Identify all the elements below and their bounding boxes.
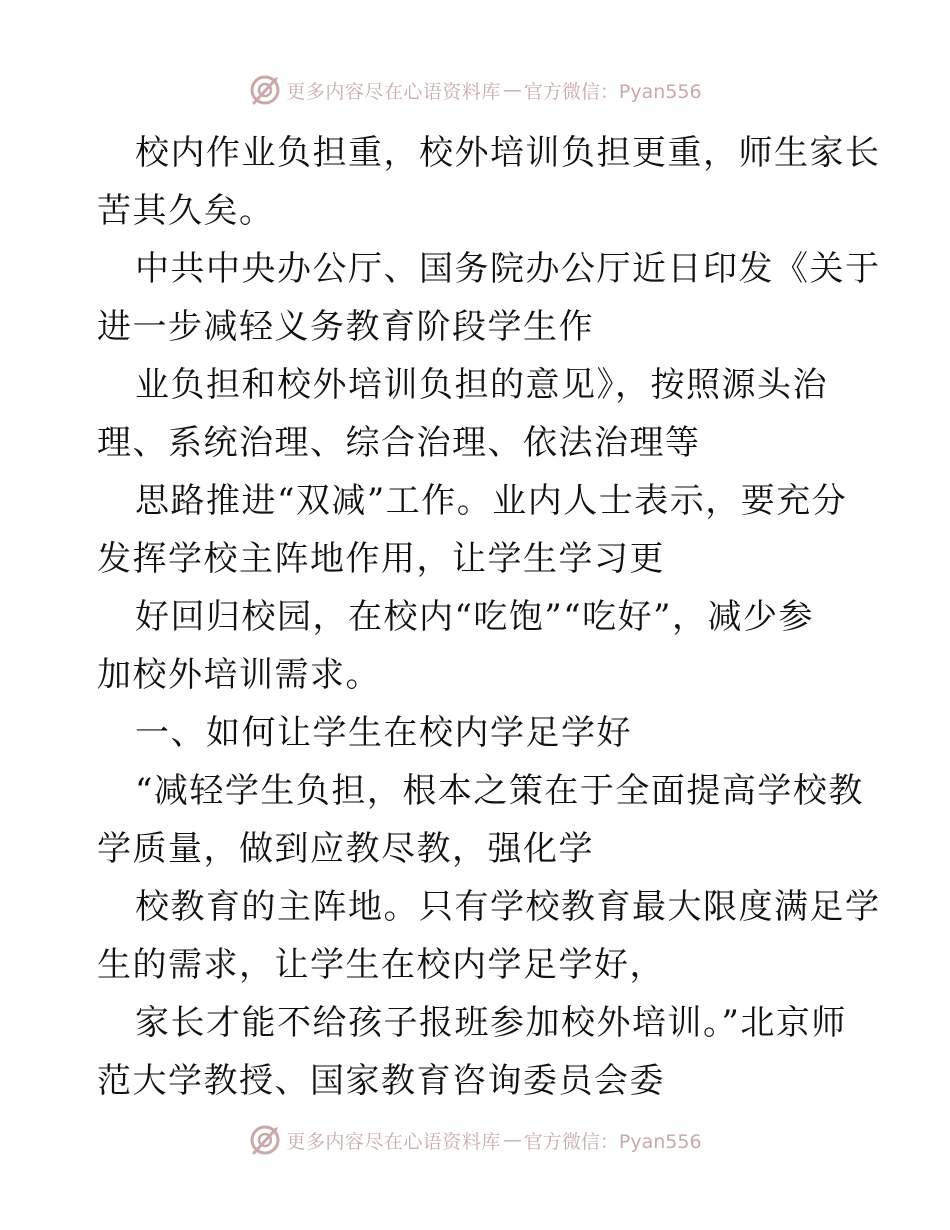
header-slogan: 更多内容尽在心语资料库 bbox=[286, 80, 501, 103]
footer-dash: — bbox=[502, 1129, 522, 1151]
footer-banner bbox=[0, 1118, 950, 1162]
document-body bbox=[97, 124, 881, 1110]
text-line: 加校外培训需求。 bbox=[97, 655, 381, 695]
text-line: 苦其久矣。 bbox=[97, 191, 275, 231]
footer-wechat: 官方微信：Pyan556 bbox=[523, 1130, 702, 1153]
text-line: 发挥学校主阵地作用，让学生学习更 bbox=[97, 539, 665, 579]
text-line: 学质量，做到应教尽教，强化学 bbox=[97, 829, 594, 869]
text-line: 中共中央办公厅、国务院办公厅近日印发《关于 bbox=[135, 249, 881, 289]
text-line: 进一步减轻义务教育阶段学生作 bbox=[97, 307, 594, 347]
header-banner bbox=[0, 68, 950, 112]
text-line: 生的需求，让学生在校内学足学好， bbox=[97, 945, 665, 985]
text-line: 业负担和校外培训负担的意见》，按照源头治 bbox=[135, 365, 828, 405]
text-line: 范大学教授、国家教育咨询委员会委 bbox=[97, 1061, 665, 1101]
text-line: 思路推进“双减”工作。业内人士表示，要充分 bbox=[135, 481, 848, 521]
text-line: 校教育的主阵地。只有学校教育最大限度满足学 bbox=[135, 887, 881, 927]
text-line: 好回归校园，在校内“吃饱”“吃好”，减少参 bbox=[135, 597, 815, 637]
section-heading: 一、如何让学生在校内学足学好 bbox=[135, 713, 632, 753]
text-line: “减轻学生负担，根本之策在于全面提高学校教 bbox=[135, 771, 864, 811]
brand-logo-icon bbox=[248, 73, 282, 107]
text-line: 理、系统治理、综合治理、依法治理等 bbox=[97, 423, 701, 463]
text-line: 家长才能不给孩子报班参加校外培训。”北京师 bbox=[135, 1003, 847, 1043]
header-dash: — bbox=[502, 79, 522, 101]
text-line: 校内作业负担重，校外培训负担更重，师生家长 bbox=[135, 133, 881, 173]
brand-logo-icon bbox=[248, 1123, 282, 1157]
footer-slogan: 更多内容尽在心语资料库 bbox=[286, 1130, 501, 1153]
header-wechat: 官方微信：Pyan556 bbox=[523, 80, 702, 103]
